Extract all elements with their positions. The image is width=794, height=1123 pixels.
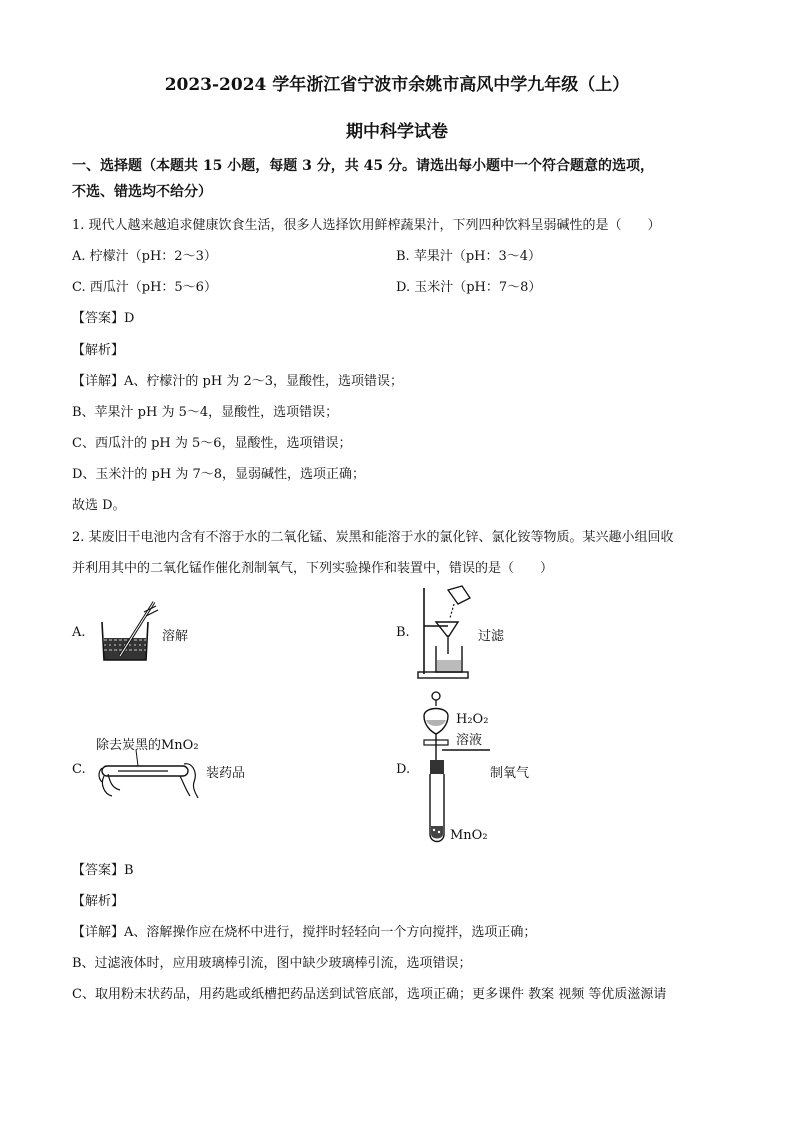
q2-option-d-letter: D.: [396, 762, 411, 777]
q2-detail-line: C、取用粉末状药品，用药匙或纸槽把药品送到试管底部，选项正确；更多课件 教案 视频 等优质滋源请: [72, 987, 667, 1002]
section-heading-cont: 不选、错选均不给分）: [72, 184, 212, 200]
question-2-stem-cont: 并利用其中的二氧化锰作催化剂制氧气，下列实验操作和装置中，错误的是（ ）: [72, 561, 554, 576]
q1-option-c: C. 西瓜汁（pH：5～6）: [72, 280, 217, 295]
q2-option-c-letter: C.: [72, 762, 86, 777]
q1-analysis-label: 【解析】: [72, 343, 125, 358]
q2-option-c-label: 装药品: [206, 766, 246, 781]
q2-detail-line: B、过滤液体时，应用玻璃棒引流，图中缺少玻璃棒引流，选项错误；: [72, 956, 472, 971]
q2-option-a-label: 溶解: [162, 629, 189, 644]
q2-option-c-note: 除去炭黑的MnO₂: [96, 738, 199, 753]
page-title: 2023-2024 学年浙江省宁波市余姚市高风中学九年级（上）: [164, 75, 630, 95]
q1-answer: 【答案】D: [72, 311, 135, 326]
question-1-stem: 1. 现代人越来越追求健康饮食生活，很多人选择饮用鲜榨蔬果汁，下列四种饮料呈弱碱性的是（ ）: [72, 218, 661, 233]
q1-option-a: A. 柠檬汁（pH：2～3）: [72, 249, 217, 264]
question-2-stem: 2. 某废旧干电池内含有不溶于水的二氧化锰、炭黑和能溶于水的氯化锌、氯化铵等物质。某兴趣小组回收: [72, 530, 674, 545]
q1-detail-line: 故选 D。: [72, 498, 126, 513]
q2-detail-line: 【详解】A、溶解操作应在烧杯中进行，搅拌时轻轻向一个方向搅拌，选项正确；: [72, 925, 537, 940]
q1-option-b: B. 苹果汁（pH：3～4）: [396, 249, 542, 264]
q2-option-a-letter: A.: [72, 625, 86, 640]
q2-answer: 【答案】B: [72, 863, 134, 878]
q2-option-b-letter: B.: [396, 625, 410, 640]
q1-option-d: D. 玉米汁（pH：7～8）: [396, 280, 542, 295]
q2-option-b-label: 过滤: [478, 629, 505, 644]
q2-option-d-note-mno2: MnO₂: [450, 828, 488, 843]
dissolving-beaker-figure: [98, 600, 160, 664]
q1-detail-line: 【详解】A、柠檬汁的 pH 为 2～3，显酸性，选项错误；: [72, 374, 403, 389]
q2-analysis-label: 【解析】: [72, 894, 125, 909]
filtration-apparatus-figure: [418, 584, 472, 680]
q2-option-d-note-h2o2: H₂O₂: [456, 712, 489, 727]
q2-option-d-label: 制氧气: [490, 766, 530, 781]
q1-detail-line: B、苹果汁 pH 为 5～4，显酸性，选项错误；: [72, 405, 339, 420]
q1-detail-line: C、西瓜汁的 pH 为 5～6，显酸性，选项错误；: [72, 436, 352, 451]
section-heading: 一、选择题（本题共 15 小题，每题 3 分，共 45 分。请选出每小题中一个符合题意的选项，: [72, 158, 654, 174]
page-subtitle: 期中科学试卷: [346, 122, 448, 142]
q2-option-d-note-solution: 溶液: [456, 733, 483, 748]
q1-detail-line: D、玉米汁的 pH 为 7～8，显弱碱性，选项正确；: [72, 467, 366, 482]
test-tube-loading-figure: [98, 752, 202, 800]
